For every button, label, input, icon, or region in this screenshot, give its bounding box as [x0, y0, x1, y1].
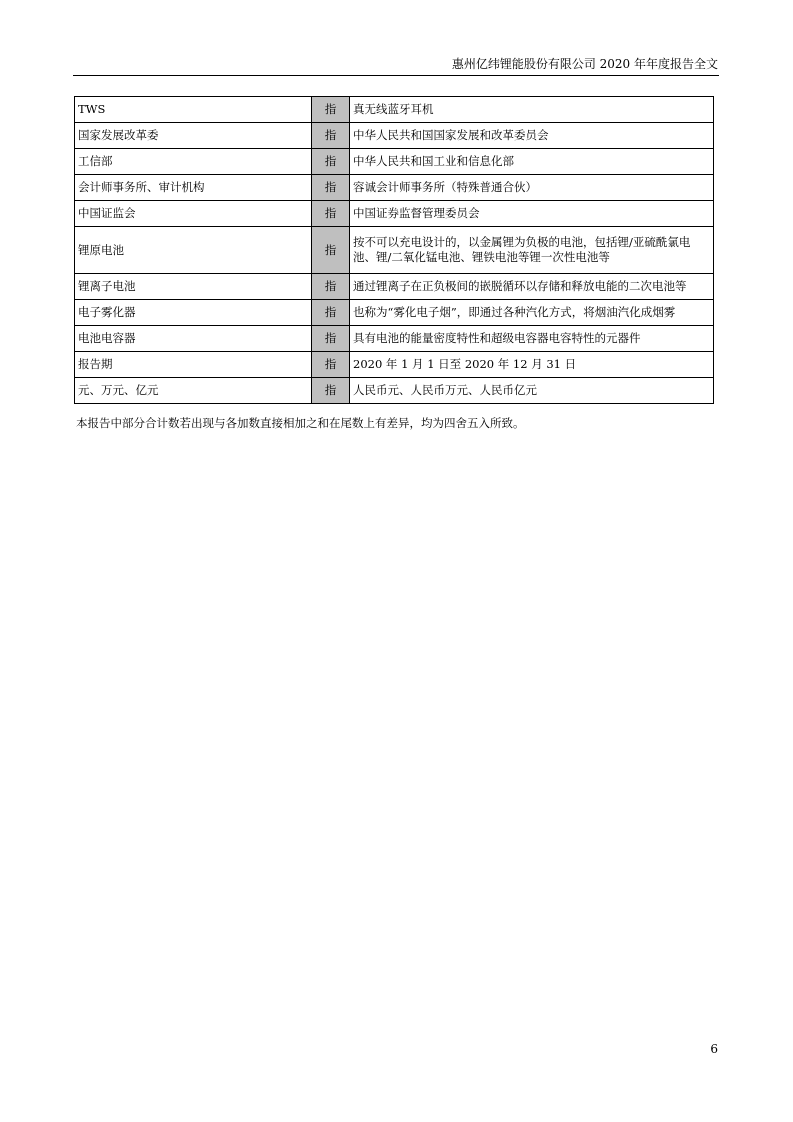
- term-cell: 工信部: [75, 149, 312, 175]
- table-row: [75, 300, 714, 326]
- refers-to-cell: 指: [312, 326, 350, 352]
- term-cell: 元、万元、亿元: [75, 378, 312, 404]
- refers-to-cell: 指: [312, 123, 350, 149]
- table-row: [75, 123, 714, 149]
- table-row: [75, 97, 714, 123]
- term-cell: TWS: [75, 97, 312, 123]
- table-row: [75, 201, 714, 227]
- header-divider: [73, 75, 719, 76]
- definition-cell: 2020 年 1 月 1 日至 2020 年 12 月 31 日: [350, 352, 714, 378]
- definition-cell: 真无线蓝牙耳机: [350, 97, 714, 123]
- term-cell: 中国证监会: [75, 201, 312, 227]
- definition-cell: 通过锂离子在正负极间的嵌脱循环以存储和释放电能的二次电池等: [350, 274, 714, 300]
- table-row: [75, 352, 714, 378]
- table-row: [75, 378, 714, 404]
- table-row: [75, 326, 714, 352]
- refers-to-cell: 指: [312, 378, 350, 404]
- table-row: [75, 274, 714, 300]
- definition-cell: 中国证券监督管理委员会: [350, 201, 714, 227]
- refers-to-cell: 指: [312, 274, 350, 300]
- table-row: [75, 149, 714, 175]
- refers-to-cell: 指: [312, 300, 350, 326]
- term-cell: 会计师事务所、审计机构: [75, 175, 312, 201]
- refers-to-cell: 指: [312, 227, 350, 274]
- term-cell: 锂原电池: [75, 227, 312, 274]
- definition-cell: 具有电池的能量密度特性和超级电容器电容特性的元器件: [350, 326, 714, 352]
- definition-cell: 中华人民共和国工业和信息化部: [350, 149, 714, 175]
- table-row: [75, 175, 714, 201]
- term-cell: 电池电容器: [75, 326, 312, 352]
- refers-to-cell: 指: [312, 352, 350, 378]
- rounding-note: 本报告中部分合计数若出现与各加数直接相加之和在尾数上有差异，均为四舍五入所致。: [76, 416, 525, 430]
- refers-to-cell: 指: [312, 175, 350, 201]
- definition-cell: 容诚会计师事务所（特殊普通合伙）: [350, 175, 714, 201]
- table-row: [75, 227, 714, 274]
- definition-cell: 中华人民共和国国家发展和改革委员会: [350, 123, 714, 149]
- term-cell: 国家发展改革委: [75, 123, 312, 149]
- definition-cell: 按不可以充电设计的，以金属锂为负极的电池，包括锂/亚硫酰氯电池、锂/二氧化锰电池、锂铁电池等锂一次性电池等: [350, 227, 714, 274]
- definition-cell: 人民币元、人民币万元、人民币亿元: [350, 378, 714, 404]
- term-cell: 报告期: [75, 352, 312, 378]
- report-header-title: 惠州亿纬锂能股份有限公司 2020 年年度报告全文: [451, 57, 718, 71]
- term-cell: 电子雾化器: [75, 300, 312, 326]
- refers-to-cell: 指: [312, 97, 350, 123]
- term-cell: 锂离子电池: [75, 274, 312, 300]
- definitions-table: [74, 96, 714, 404]
- page-number: 6: [710, 1042, 718, 1056]
- definition-cell: 也称为“雾化电子烟”，即通过各种汽化方式，将烟油汽化成烟雾: [350, 300, 714, 326]
- refers-to-cell: 指: [312, 201, 350, 227]
- refers-to-cell: 指: [312, 149, 350, 175]
